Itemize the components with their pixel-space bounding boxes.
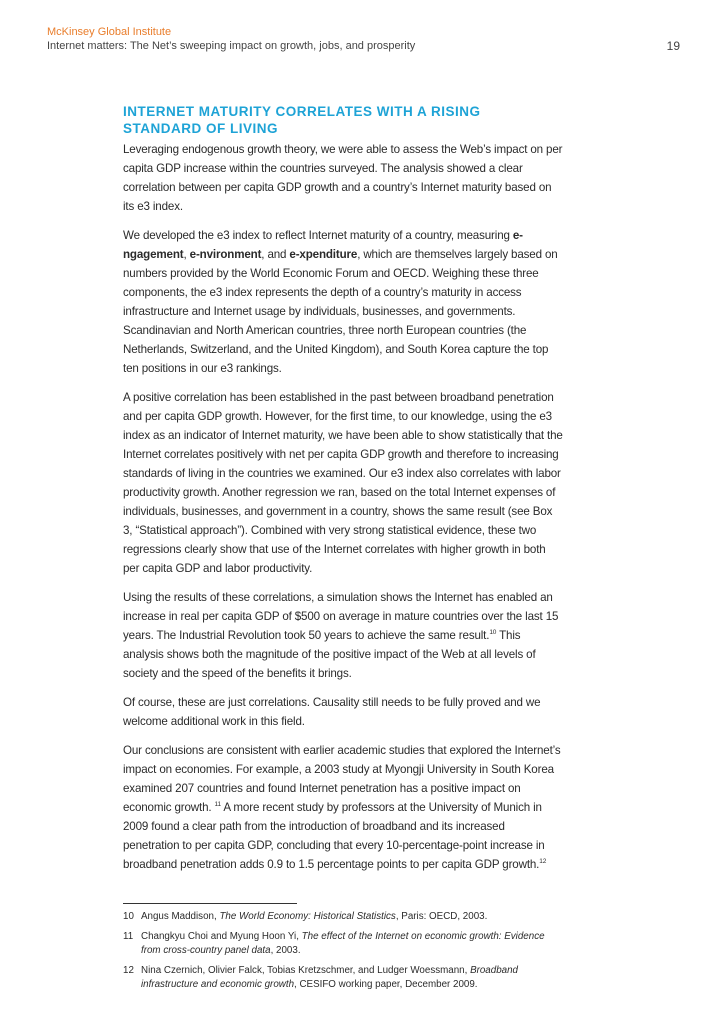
page-number: 19 [666, 39, 680, 53]
footnote-work-title: Broadband infrastructure and economic growth [141, 965, 518, 990]
section-heading: INTERNET MATURITY CORRELATES WITH A RISING STANDARD OF LIVING [123, 104, 481, 136]
paragraph-6 [123, 741, 563, 874]
paragraph-6-text-b: A more recent study by professors at the University of Munich in 2009 found a clear path from the introduction of broadband and its increased penetration to per capita GDP, concluding that every 10-percentage-point increase in broadband penetration adds 0.9 to 1.5 percentage points to per capita GDP growth. [123, 801, 545, 871]
term-expenditure: e-xpenditure [289, 248, 358, 261]
footnote-author: Changkyu Choi and Myung Hoon Yi, [141, 931, 302, 942]
footnote-ref-11: 11 [214, 801, 221, 809]
main-content [123, 103, 563, 884]
footnote-ref-12: 12 [539, 858, 547, 866]
report-title: Internet matters: The Net’s sweeping impact on growth, jobs, and prosperity [47, 40, 416, 52]
footnote-text [141, 930, 563, 958]
term-environment: e-nvironment [189, 248, 262, 261]
footnote-12 [123, 964, 563, 992]
footnote-number: 12 [123, 965, 134, 976]
paragraph-5: Of course, these are just correlations. Causality still needs to be fully proved and we welcome additional work in this field. [123, 696, 541, 728]
footnote-text [141, 964, 563, 992]
footnote-number: 10 [123, 911, 134, 922]
paragraph-4 [123, 588, 563, 683]
footnote-author: Nina Czernich, Olivier Falck, Tobias Kretzschmer, and Ludger Woessmann, [141, 965, 471, 976]
footnote-author: Angus Maddison, [141, 911, 220, 922]
footnote-divider [123, 903, 297, 904]
footnote-source: , CESIFO working paper, December 2009. [294, 979, 478, 990]
footnote-work-title: The World Economy: Historical Statistics [219, 911, 396, 922]
footnote-11 [123, 930, 563, 958]
page-header [47, 26, 687, 53]
footnote-number: 11 [123, 931, 134, 942]
publisher-name: McKinsey Global Institute [47, 26, 172, 38]
paragraph-3: A positive correlation has been established in the past between broadband penetration and per capita GDP growth. However, for the first time, to our knowledge, using the e3 index as an indicator of Internet maturity, we have been able to show statistically that the Internet correlates positively with net per capita GDP growth and therefore to increasing standards of living in the countries we examined. Our e3 index also correlates with labor productivity growth. Another regression we ran, based on the total Internet expenses of individuals, businesses, and government in a country, shows the same result (see Box 3, “Statistical approach”). Combined with very strong statistical evidence, these two regressions clearly show that use of the Internet correlates with higher growth in both per capita GDP and labor productivity. [123, 391, 563, 575]
paragraph-2-text-a: We developed the e3 index to reflect Internet maturity of a country, measuring [123, 229, 513, 242]
paragraph-2-text-c: , which are themselves largely based on numbers provided by the World Economic Forum and OECD. Weighing these three components, the e3 index represents the depth of a country’s maturity in access infrastructure and Internet usage by individuals, businesses, and governments. Scandinavian and North American countries, three north European countries (the Netherlands, Switzerland, and the United Kingdom), and South Korea capture the top ten positions in our e3 rankings. [123, 248, 558, 375]
paragraph-6-text-a: Our conclusions are consistent with earlier academic studies that explored the Internet’s impact on economies. For example, a 2003 study at Myongji University in South Korea examined 207 countries and found Internet penetration has a positive impact on economic growth. [123, 744, 561, 814]
separator-2: , and [261, 248, 290, 261]
footnote-source: , Paris: OECD, 2003. [395, 911, 488, 922]
footnote-source: , 2003. [270, 945, 301, 956]
footnotes [123, 903, 563, 998]
paragraph-2 [123, 226, 563, 378]
term-engagement: e-ngagement [123, 229, 523, 261]
footnote-text [141, 910, 563, 924]
separator-1: , [183, 248, 190, 261]
paragraph-4-text-a: Using the results of these correlations, a simulation shows the Internet has enabled an increase in real per capita GDP of $500 on average in mature countries over the last 15 years. The Industrial Revolution took 50 years to achieve the same result. [123, 591, 559, 642]
paragraph-4-text-b: This analysis shows both the magnitude of the positive impact of the Web at all levels of society and the speed of the benefits it brings. [123, 629, 536, 680]
footnote-ref-10: 10 [489, 629, 497, 637]
footnote-work-title: The effect of the Internet on economic growth: Evidence from cross-country panel data [141, 931, 545, 956]
footnote-10 [123, 910, 563, 924]
paragraph-1: Leveraging endogenous growth theory, we were able to assess the Web’s impact on per capita GDP increase within the countries surveyed. The analysis showed a clear correlation between per capita GDP growth and a country’s Internet maturity based on its e3 index. [123, 143, 563, 213]
